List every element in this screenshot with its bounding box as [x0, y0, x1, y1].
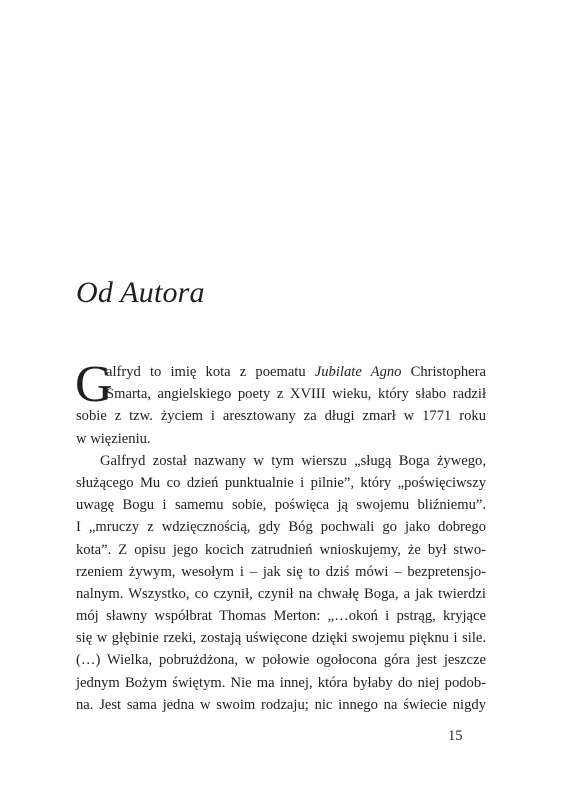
chapter-title: Od Autora [76, 276, 205, 309]
text-line: I „mruczy z wdzięcznością, gdy Bóg pochwali go jako dobrego [76, 519, 486, 536]
poem-title: Jubilate Agno [314, 364, 402, 380]
text-line: kota”. Z opisu jego kocich zatrudnień wnioskujemy, że był stwo- [76, 541, 486, 558]
text-line: służącego Mu co dzień punktualnie i pilnie”, który „poświęciwszy [76, 474, 486, 491]
drop-cap: G [75, 356, 113, 413]
text-line: (…) Wielka, pobrużdżona, w połowie ogołocona góra jest jeszcze [76, 652, 486, 669]
text-line: jednym Bożym świętym. Nie ma innej, która byłaby do niej podob- [76, 674, 486, 691]
text-line: Smarta, angielskiego poety z XVIII wieku, który słabo radził [106, 386, 486, 403]
text-line: się w głębinie rzeki, zostają uświęcone dzięki swojemu pięknu i sile. [76, 630, 486, 647]
text-line: rzeniem żywym, wesołym i – jak się to dziś mówi – bezpretensjo- [76, 563, 486, 580]
text-line: uwagę Bogu i samemu sobie, poświęca ją swojemu bliźniemu”. [76, 497, 486, 514]
text-line: alfryd to imię kota z poematu Jubilate Agno Christophera [106, 364, 486, 380]
body-text [75, 356, 486, 716]
page-number: 15 [448, 728, 463, 744]
text-line: na. Jest sama jedna w swoim rodzaju; nic innego na świecie nigdy [76, 696, 486, 713]
text-line: nalnym. Wszystko, co czynił, czynił na chwałę Boga, a jak twierdzi [76, 585, 486, 602]
text-line: Galfryd został nazwany w tym wierszu „sługą Boga żywego, [100, 452, 486, 469]
text-line: w więzieniu. [76, 430, 151, 447]
text-line: mój sławny współbrat Thomas Merton: „…okoń i pstrąg, kryjące [76, 608, 486, 625]
text-line: sobie z tzw. życiem i aresztowany za długi zmarł w 1771 roku [76, 408, 486, 425]
